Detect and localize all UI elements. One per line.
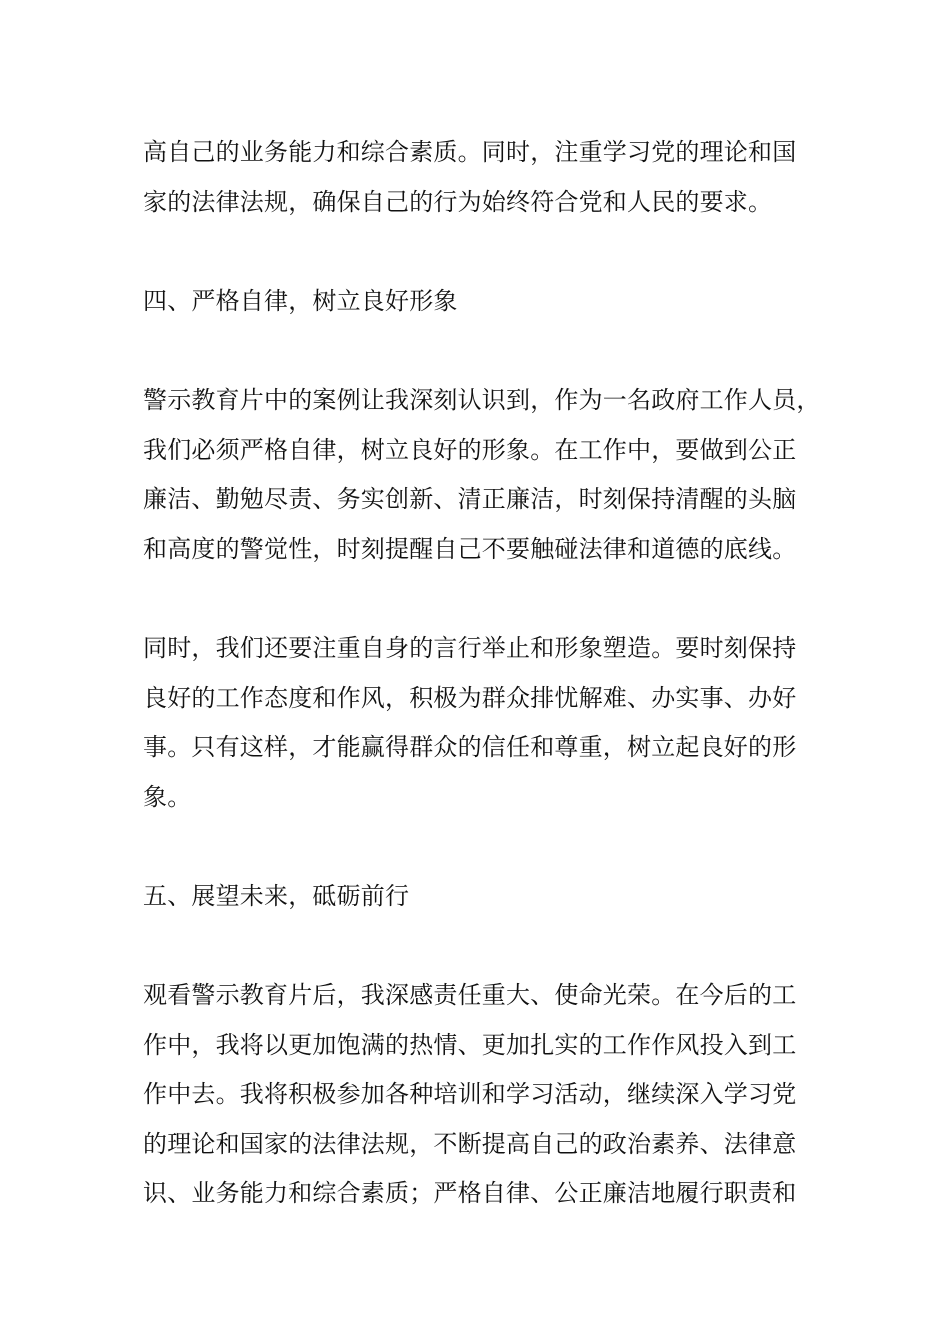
text-line: 我们必须严格自律，树立良好的形象。在工作中，要做到公正 bbox=[143, 435, 797, 464]
text-line: 廉洁、勤勉尽责、务实创新、清正廉洁，时刻保持清醒的头脑 bbox=[143, 485, 797, 514]
text-line: 象。 bbox=[143, 782, 192, 811]
text-line: 作中，我将以更加饱满的热情、更加扎实的工作作风投入到工 bbox=[143, 1030, 797, 1059]
text-line: 高自己的业务能力和综合素质。同时，注重学习党的理论和国 bbox=[143, 138, 797, 166]
text-line: 识、业务能力和综合素质；严格自律、公正廉洁地履行职责和 bbox=[143, 1179, 797, 1208]
text-line: 事。只有这样，才能赢得群众的信任和尊重，树立起良好的形 bbox=[143, 733, 797, 762]
document-body bbox=[143, 128, 823, 1269]
text-line: 观看警示教育片后，我深感责任重大、使命光荣。在今后的工 bbox=[143, 981, 797, 1010]
text-line: 和高度的警觉性，时刻提醒自己不要触碰法律和道德的底线。 bbox=[143, 534, 797, 563]
paragraph-outlook bbox=[143, 971, 823, 1219]
text-line: 良好的工作态度和作风，积极为群众排忧解难、办实事、办好 bbox=[143, 683, 797, 712]
text-line: 家的法律法规，确保自己的行为始终符合党和人民的要求。 bbox=[143, 187, 773, 216]
text-line: 警示教育片中的案例让我深刻认识到，作为一名政府工作人员， bbox=[143, 385, 821, 414]
section-heading-5 bbox=[143, 872, 823, 922]
text-line: 的理论和国家的法律法规，不断提高自己的政治素养、法律意 bbox=[143, 1129, 797, 1158]
heading-text: 五、展望未来，砥砺前行 bbox=[143, 881, 410, 910]
paragraph-continuation bbox=[143, 128, 823, 227]
section-heading-4 bbox=[143, 277, 823, 327]
text-line: 同时，我们还要注重自身的言行举止和形象塑造。要时刻保持 bbox=[143, 633, 797, 662]
paragraph-self-discipline bbox=[143, 376, 823, 574]
paragraph-conduct bbox=[143, 624, 823, 822]
heading-text: 四、严格自律，树立良好形象 bbox=[143, 286, 458, 315]
text-line: 作中去。我将积极参加各种培训和学习活动，继续深入学习党 bbox=[143, 1080, 797, 1109]
